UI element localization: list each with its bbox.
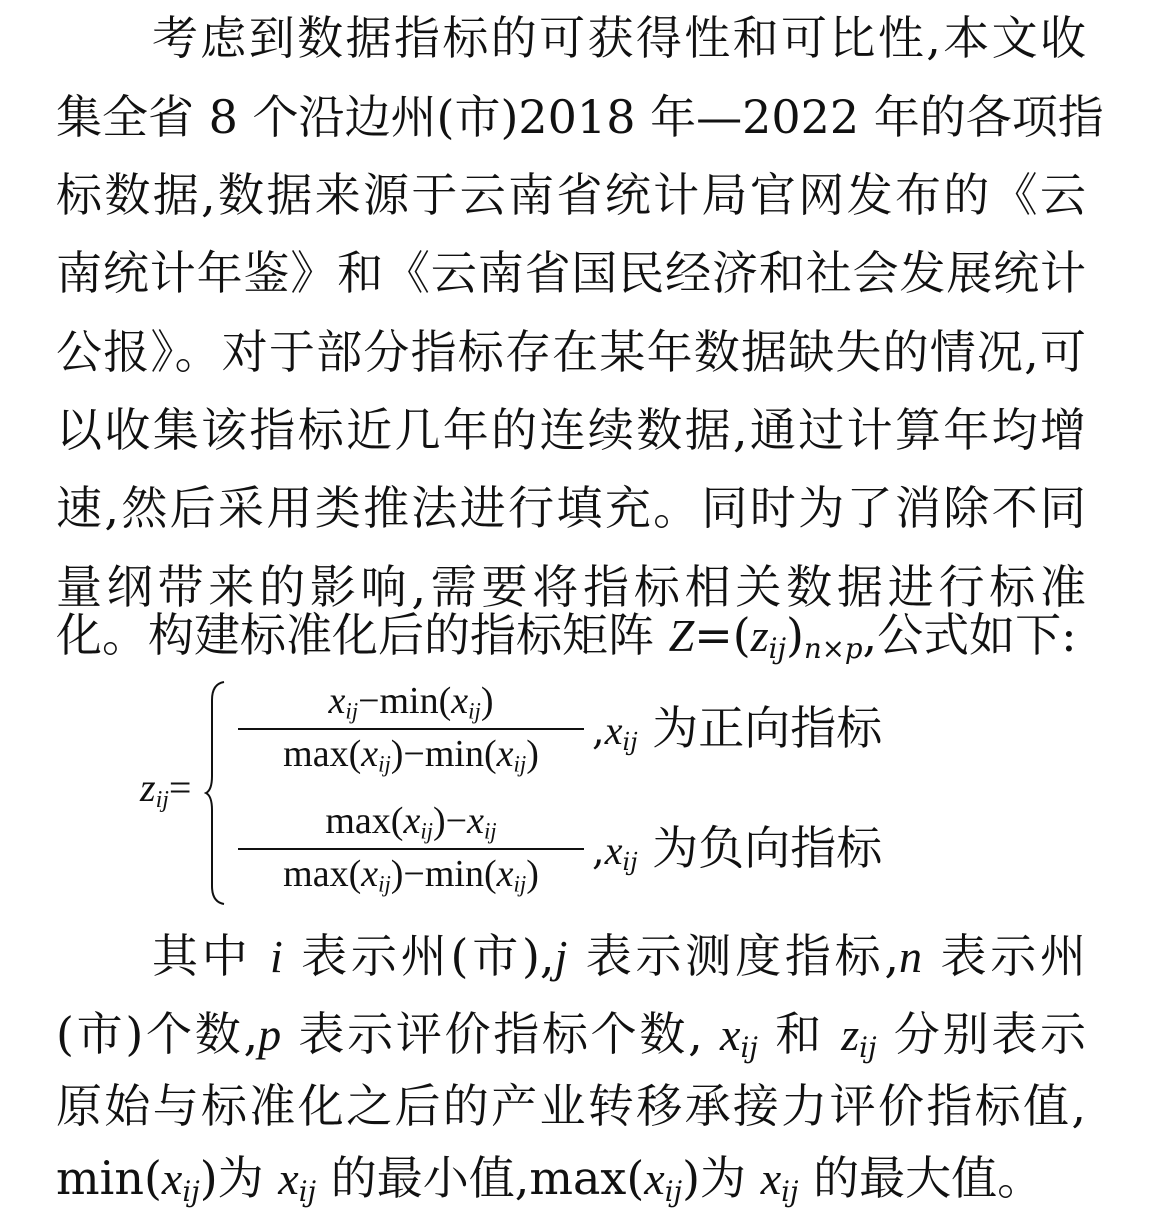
paragraph-1-line-9: [56, 605, 1086, 665]
paragraph-1-line-4: 南统计年鉴》和《云南省国民经济和社会发展统计: [56, 246, 1086, 300]
standardization-formula: [120, 672, 980, 912]
formula-lhs: [140, 764, 191, 824]
paragraph-1-line-5: 公报》。对于部分指标存在某年数据缺失的情况,可: [56, 325, 1086, 379]
matrix-close: ): [786, 608, 804, 662]
fraction-positive-denominator: $\max(x_{ij})-\min(x_{ij})$: [283, 733, 539, 777]
case-negative-condition: $,x_{ij}$ 为负向指标: [592, 821, 883, 876]
fraction-positive-numerator: $x_{ij}-\min(x_{ij})$: [328, 680, 494, 724]
line-9-text-post: ,公式如下:: [862, 608, 1077, 662]
lhs-equals: =: [168, 765, 192, 810]
paragraph-1-line-7: 速,然后采用类推法进行填充。同时为了消除不同: [56, 481, 1086, 535]
matrix-element-z: z: [750, 610, 769, 661]
paragraph-1-line-3: 标数据,数据来源于云南省统计局官网发布的《云: [56, 168, 1086, 222]
fraction-positive: [236, 678, 586, 780]
formula-case-negative: [228, 798, 988, 908]
paragraph-1-line-8: 量纲带来的影响,需要将指标相关数据进行标准: [56, 560, 1086, 614]
matrix-symbol-Z: Z: [668, 610, 695, 661]
paragraph-1-line-2: 集全省 8 个沿边州(市)2018 年—2022 年的各项指: [56, 90, 1104, 144]
paragraph-2-line-3: 原始与标准化之后的产业转移承接力评价指标值,: [56, 1079, 1086, 1133]
paragraph-1-line-6: 以收集该指标近几年的连续数据,通过计算年均增: [56, 403, 1086, 457]
paragraph-1-line-1: 考虑到数据指标的可获得性和可比性,本文收: [152, 11, 1086, 65]
lhs-subscript: ij: [155, 787, 169, 813]
lhs-variable: z: [140, 765, 156, 810]
matrix-eq: =(: [694, 608, 751, 662]
paragraph-2-line-1: 其中 i 表示州(市),j 表示测度指标,n 表示州: [152, 929, 1087, 983]
left-brace-icon: [204, 680, 228, 906]
matrix-dimension-subscript: n×p: [803, 631, 863, 665]
case-positive-condition: $,x_{ij}$ 为正向指标: [592, 701, 883, 756]
fraction-negative: [236, 798, 586, 900]
matrix-element-subscript: ij: [768, 631, 787, 665]
line-9-text-pre: 化。构建标准化后的指标矩阵: [56, 608, 669, 662]
paragraph-2-line-4: $\min(x_{ij})$为 $x_{ij}$ 的最小值$,\max(x_{ij})$为 $x_{ij}$ 的最大值。: [56, 1151, 1044, 1208]
paragraph-2-line-2: (市)个数,p 表示评价指标个数, $x_{ij}$ 和 $z_{ij}$ 分别表示: [56, 1007, 1086, 1064]
fraction-negative-denominator: $\max(x_{ij})-\min(x_{ij})$: [283, 853, 539, 897]
fraction-negative-numerator: $\max(x_{ij})-x_{ij}$: [325, 800, 497, 844]
formula-case-positive: [228, 678, 988, 788]
